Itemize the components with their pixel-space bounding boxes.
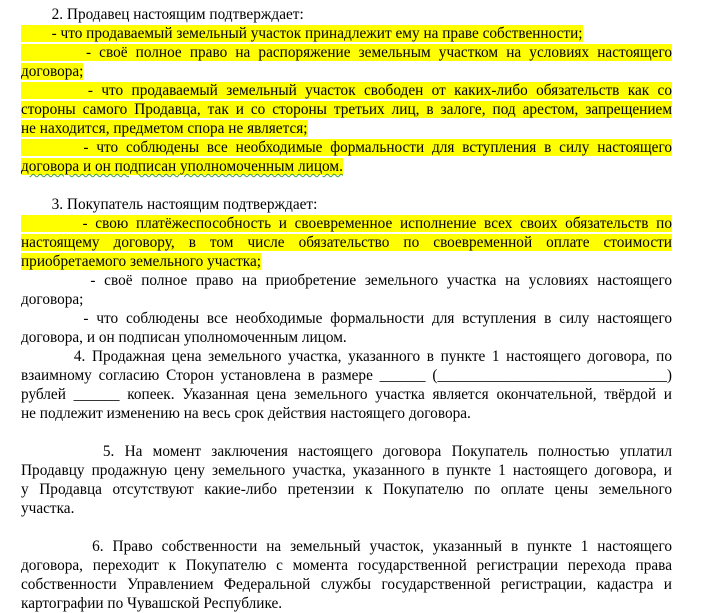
section-2-item-4: - что соблюдены все необходимые формальности для вступления в силу настоящего <box>21 139 672 156</box>
section-6-line-1: 6. Право собственности на земельный участок, указанный в пункте 1 настоящего <box>21 538 672 555</box>
section-2-item-4-end: договора и он подписан уполномоченным лицом. <box>21 158 343 175</box>
section-2-item-2-cont: договора; <box>21 63 84 80</box>
section-5-line-1: 5. На момент заключения настоящего договора Покупатель полностью уплатил <box>21 443 672 460</box>
section-3-heading: 3. Покупатель настоящим подтверждает: <box>21 196 318 213</box>
section-4-line-3: рублей ______ копеек. Указанная цена земельного участка является окончательной, твёрдой и <box>21 386 672 403</box>
section-3-item-1-cont: настоящему договору, в том числе обязательство по своевременной оплате стоимости <box>21 234 672 251</box>
section-2-item-1: - что продаваемый земельный участок принадлежит ему на праве собственности; <box>21 25 583 42</box>
section-3-item-2: - своё полное право на приобретение земельного участка на условиях настоящего <box>21 272 672 289</box>
section-2-item-3: - что продаваемый земельный участок свободен от каких-либо обязательств как со <box>21 82 672 99</box>
section-2-item-3-end: не находится, предметом спора не является; <box>21 120 308 137</box>
section-3-item-3-end: договора, и он подписан уполномоченным лицом. <box>21 329 347 346</box>
section-3-item-1: - свою платёжеспособность и своевременное исполнение всех своих обязательств по <box>21 215 672 232</box>
section-6-line-3: собственности Управлением Федеральной службы государственной регистрации, кадастра и <box>21 576 672 593</box>
section-6-line-4: картографии по Чувашской Республике. <box>21 595 283 612</box>
section-4-line-1: 4. Продажная цена земельного участка, указанного в пункте 1 настоящего договора, по <box>21 348 672 365</box>
section-3-item-3: - что соблюдены все необходимые формальности для вступления в силу настоящего <box>21 310 672 327</box>
section-2-item-2: - своё полное право на распоряжение земельным участком на условиях настоящего <box>21 44 672 61</box>
section-5-line-2: Продавцу продажную цену земельного участка, указанного в пункте 1 настоящего договора, и <box>21 462 672 479</box>
section-4-line-2: взаимному согласию Сторон установлена в размере ______ (______________________________) <box>21 367 672 384</box>
section-6-line-2: договора, переходит к Покупателю с момента государственной регистрации перехода права <box>21 557 672 574</box>
section-3-item-1-end: приобретаемого земельного участка; <box>21 253 261 270</box>
section-4-line-4: не подлежит изменению на весь срок действия настоящего договора. <box>21 405 471 422</box>
section-3-item-2-end: договора; <box>21 291 84 308</box>
section-5-line-4: участка. <box>21 500 75 517</box>
section-2-heading: 2. Продавец настоящим подтверждает: <box>21 6 304 23</box>
section-5-line-3: у Продавца отсутствуют какие-либо претензии к Покупателю по оплате цены земельного <box>21 481 672 498</box>
section-2-item-3-cont: стороны самого Продавца, так и со стороны третьих лиц, в залоге, под арестом, запрещением <box>21 101 672 118</box>
